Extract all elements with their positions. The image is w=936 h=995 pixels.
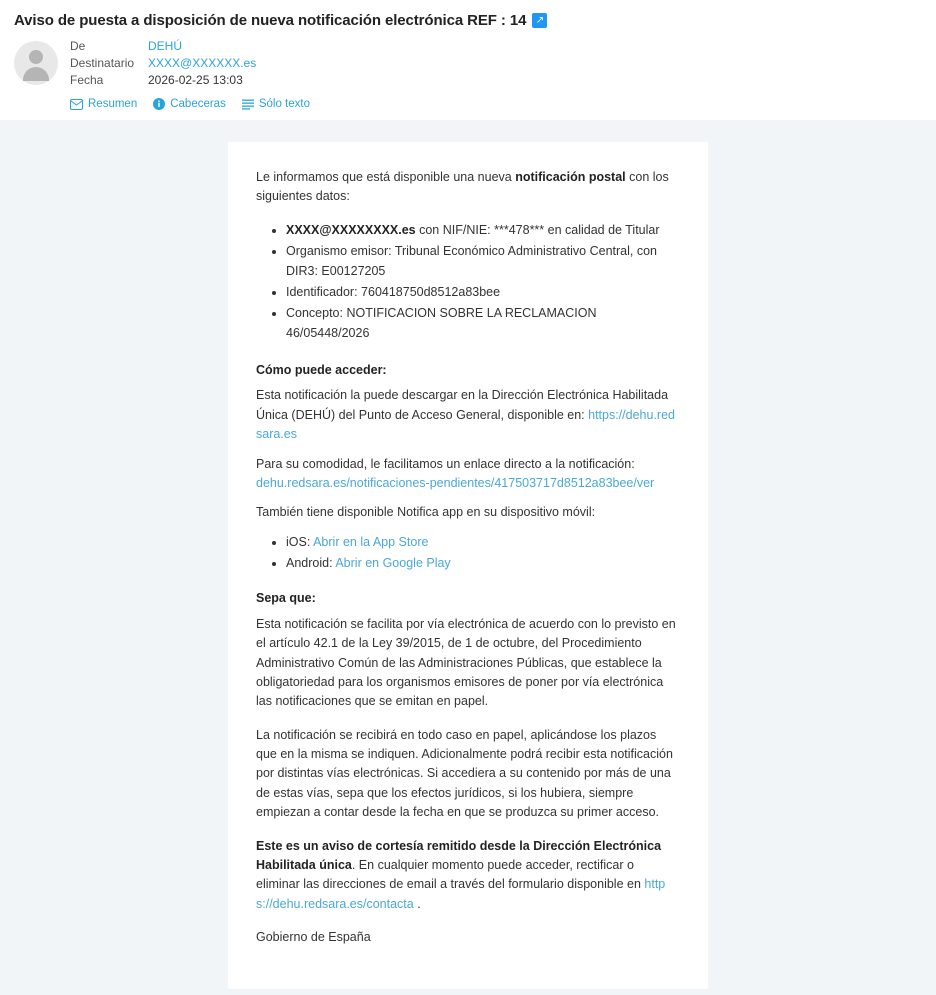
message-card (228, 142, 708, 989)
external-link-icon[interactable]: ↗ (532, 13, 547, 28)
list-item (286, 221, 680, 240)
meta-row-recipient (70, 56, 256, 73)
list-item (286, 554, 680, 573)
courtesy-paragraph (256, 837, 680, 915)
data-bullets (256, 221, 680, 343)
meta-label-from: De (70, 39, 86, 53)
ios-prefix: iOS: (286, 534, 314, 549)
avatar-head (29, 50, 43, 64)
sender-link[interactable]: DEHÚ (148, 39, 183, 53)
access-text: Esta notificación la puede descargar en la Dirección Electrónica Habilitada Única (DEHÚ) del Punto de Acceso General, disponible en: (256, 388, 669, 422)
meta-row-from (70, 39, 256, 56)
app-bullets (256, 533, 680, 574)
action-solo-texto-label: Sólo texto (258, 98, 310, 110)
know-paragraph-2: La notificación se recibirá en todo caso en papel, aplicándose los plazos que en la misma se indiquen. Adicionalmente podrá recibir esta notificación por distintas vías electrónicas. Si accediera a su contenido por más de una de estas vías, sepa que los efectos jurídicos, si los hubiera, siempre empiezan a contar desde la fecha en que se produzca su primer acceso. (256, 727, 673, 820)
meta-value-date: 2026-02-25 13:03 (148, 73, 243, 87)
avatar-body (23, 67, 49, 81)
app-paragraph: También tiene disponible Notifica app en su dispositivo móvil: (256, 505, 596, 520)
list-item (286, 533, 680, 552)
bullet-1-text: Organismo emisor: Tribunal Económico Administrativo Central, con DIR3: E00127205 (286, 244, 657, 278)
mail-header (0, 0, 936, 120)
action-resumen-label: Resumen (88, 98, 138, 110)
dehu-portal-link[interactable]: https://dehu.redsara.es (256, 407, 675, 442)
action-resumen[interactable] (70, 98, 137, 110)
signature: Gobierno de España (256, 930, 371, 944)
sender-meta (14, 39, 922, 120)
action-cabeceras-label: Cabeceras (170, 98, 226, 110)
direct-notification-link[interactable]: dehu.redsara.es/notificaciones-pendientes/417503717d8512a83bee/ver (256, 475, 655, 490)
bullet-0-text: con NIF/NIE: ***478*** en calidad de Titular (415, 222, 660, 237)
meta-table (70, 39, 256, 90)
list-icon (242, 99, 254, 110)
bullet-0-bold: XXXX@XXXXXXXX.es (286, 222, 416, 237)
app-store-link[interactable]: Abrir en la App Store (313, 534, 429, 549)
bullet-2-text: Identificador: 760418750d8512a83bee (286, 284, 501, 299)
know-paragraph-1: Esta notificación se facilita por vía electrónica de acuerdo con lo previsto en el artículo 42.1 de la Ley 39/2015, de 1 de octubre, del Procedimiento Administrativo Común de las Administraciones Públicas, que establece la obligatoriedad para los organismos emisores de poner por vía electrónica las notificaciones que se emitan en papel. (256, 616, 676, 709)
courtesy-bold: Este es un aviso de cortesía remitido desde la Dirección Electrónica Habilitada única (256, 838, 662, 872)
list-item (286, 304, 680, 343)
access-heading: Cómo puede acceder: (256, 363, 387, 377)
android-prefix: Android: (286, 556, 336, 570)
action-solo-texto[interactable] (242, 98, 310, 110)
meta-value-from (148, 39, 256, 56)
avatar (14, 41, 58, 85)
courtesy-text-2: . (413, 896, 421, 911)
meta-label-date: Fecha (70, 73, 104, 87)
bullet-3-text: Concepto: NOTIFICACION SOBRE LA RECLAMACION 46/05448/2026 (286, 306, 597, 340)
direct-text: Para su comodidad, le facilitamos un enlace directo a la notificación: (256, 456, 635, 471)
recipient-link[interactable]: XXXX@XXXXXX.es (148, 56, 257, 70)
intro-bold: notificación postal (515, 170, 626, 184)
intro-prefix: Le informamos que está disponible una nueva (256, 170, 516, 184)
envelope-icon (70, 99, 83, 110)
meta-row-date (70, 73, 256, 90)
know-heading: Sepa que: (256, 591, 316, 606)
message-body-area (0, 120, 936, 995)
courtesy-text-1: . En cualquier momento puede acceder, rectificar o eliminar las direcciones de email a través del formulario disponible en (256, 857, 645, 892)
contact-form-link[interactable]: https://dehu.redsara.es/contacta (256, 877, 666, 911)
subject-row (14, 12, 922, 29)
info-icon (153, 98, 165, 110)
action-cabeceras[interactable] (153, 98, 226, 110)
meta-value-recipient (148, 56, 256, 73)
google-play-link[interactable]: Abrir en Google Play (335, 556, 451, 570)
direct-access-paragraph (256, 455, 680, 494)
intro-paragraph (256, 168, 680, 207)
list-item (286, 242, 680, 281)
access-paragraph (256, 386, 680, 444)
header-actions (70, 98, 922, 110)
page-title: Aviso de puesta a disposición de nueva notificación electrónica REF : 14 (14, 12, 527, 29)
meta-label-recipient: Destinatario (70, 56, 135, 70)
list-item (286, 283, 680, 302)
intro-suffix: con los siguientes datos: (256, 170, 669, 204)
